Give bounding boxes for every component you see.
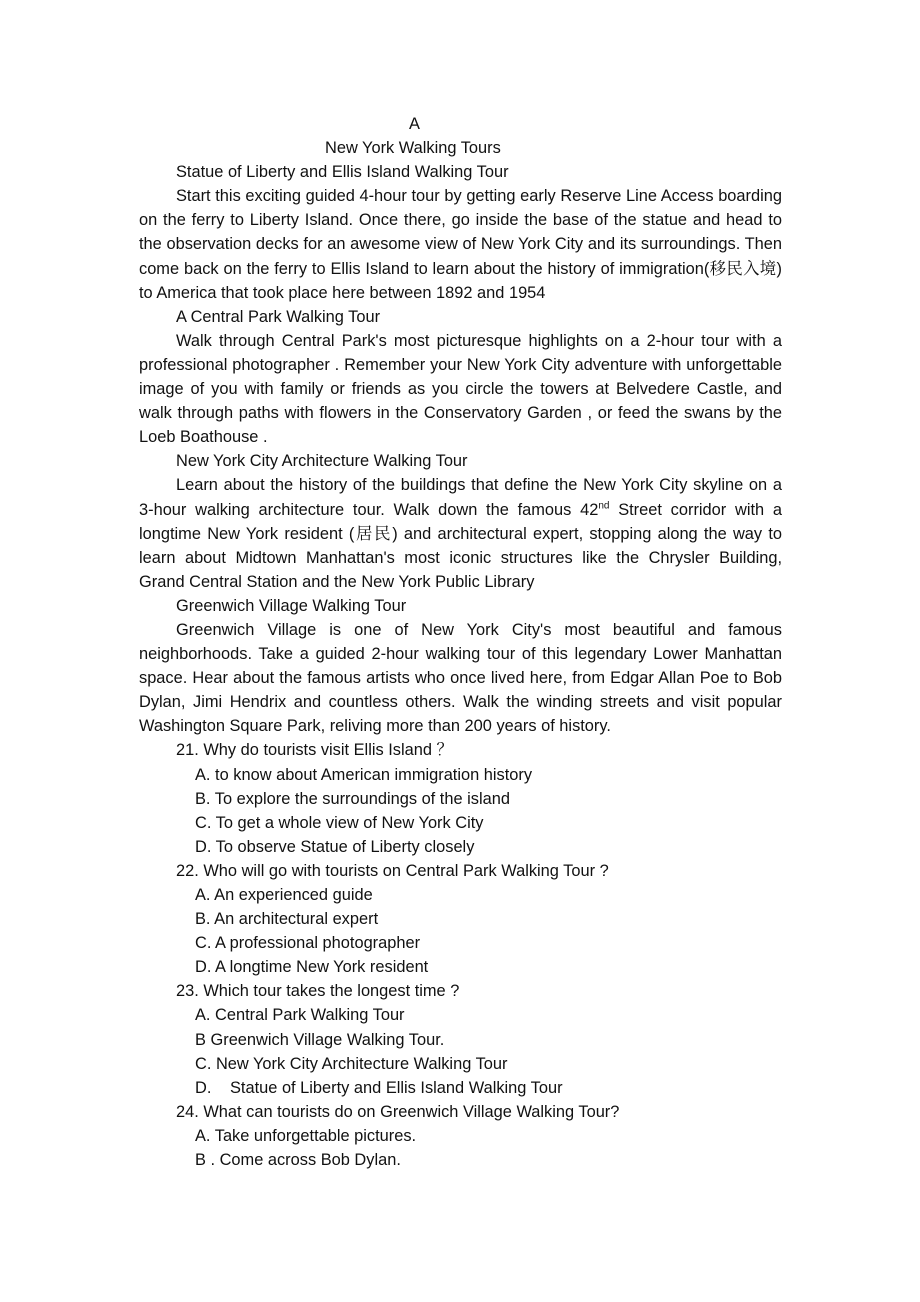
question-21-option-a: A. to know about American immigration history <box>195 765 533 784</box>
question-22-option-a: A. An experienced guide <box>195 886 373 904</box>
question-22: 22. Who will go with tourists on Central Park Walking Tour ? <box>176 861 609 880</box>
question-23-option-b: B Greenwich Village Walking Tour. <box>195 1030 445 1049</box>
question-24-option-a: A. Take unforgettable pictures. <box>195 1126 417 1145</box>
tour-description-central-park: Walk through Central Park's most picturesque highlights on a 2-hour tour with a professional photographer . Remember your New York City adventure with unforgettable image of you with family or friends as you circle the towers at Belvedere Castle, and walk through paths with flowers in the Conservatory Garden , or feed the swans by the Loeb Boathouse . <box>139 331 782 447</box>
chinese-gloss: 居民 <box>354 523 393 543</box>
question-22-option-b: B. An architectural expert <box>195 910 379 929</box>
question-21-option-d: D. To observe Statue of Liberty closely <box>195 837 475 856</box>
tour-heading-central-park: A Central Park Walking Tour <box>176 307 381 326</box>
question-22-option-d: D. A longtime New York resident <box>195 958 429 977</box>
tour-description-architecture <box>139 473 782 593</box>
tour-text: ) to America that took place here between 1892 and 1954 <box>139 259 782 302</box>
tour-description-greenwich-village: Greenwich Village is one of New York City's most beautiful and famous neighborhoods. Take a guided 2-hour walking tour of this legendary Lower Manhattan space. Hear about the famous artists who once lived here, from Edgar Allan Poe to Bob Dylan, Jimi Hendrix and countless others. Walk the winding streets and visit popular Washington Square Park, reliving more than 200 years of history. <box>139 620 782 736</box>
page-title: New York Walking Tours <box>325 139 501 158</box>
question-24: 24. What can tourists do on Greenwich Village Walking Tour? <box>176 1102 620 1121</box>
question-22-option-c: C. A professional photographer <box>195 934 421 953</box>
ordinal-superscript: nd <box>598 500 610 512</box>
tour-text: ) and architectural expert, stopping along the way to learn about Midtown Manhattan's most iconic structures like the Chrysler Building, Grand Central Station and the New York Public Library <box>139 524 782 591</box>
tour-heading-architecture: New York City Architecture Walking Tour <box>176 452 468 471</box>
question-21: 21. Why do tourists visit Ellis Island ？ <box>176 741 453 760</box>
question-23-option-a: A. Central Park Walking Tour <box>195 1006 405 1025</box>
question-21-option-b: B. To explore the surroundings of the island <box>195 789 510 808</box>
question-23: 23. Which tour takes the longest time ? <box>176 982 460 1001</box>
tour-text: Street corridor with a longtime New York resident ( <box>139 500 782 543</box>
question-24-option-b: B . Come across Bob Dylan. <box>195 1151 401 1170</box>
question-21-option-c: C. To get a whole view of New York City <box>195 813 484 832</box>
section-letter: A <box>409 115 420 133</box>
question-23-option-c: C. New York City Architecture Walking Tour <box>195 1054 508 1073</box>
tour-heading-statue-of-liberty: Statue of Liberty and Ellis Island Walking Tour <box>176 163 509 182</box>
question-23-option-d <box>139 1076 782 1100</box>
document-page <box>139 112 782 1172</box>
chinese-gloss: 移民入境 <box>709 258 777 278</box>
tour-heading-greenwich-village: Greenwich Village Walking Tour <box>176 596 407 615</box>
tour-text: Start this exciting guided 4-hour tour by getting early Reserve Line Access boarding on the ferry to Liberty Island. Once there, go inside the base of the statue and head to the observation decks for an awesome view of New York City and its surroundings. Then come back on the ferry to Ellis Island to learn about the history of immigration( <box>139 187 782 278</box>
option-text: Statue of Liberty and Ellis Island Walking Tour <box>230 1078 563 1097</box>
tour-text: Learn about the history of the buildings that define the New York City skyline on a 3-hour walking architecture tour. Walk down the famous 42 <box>139 476 782 519</box>
option-letter: D. <box>195 1078 212 1097</box>
tour-description-statue-of-liberty <box>139 184 782 304</box>
